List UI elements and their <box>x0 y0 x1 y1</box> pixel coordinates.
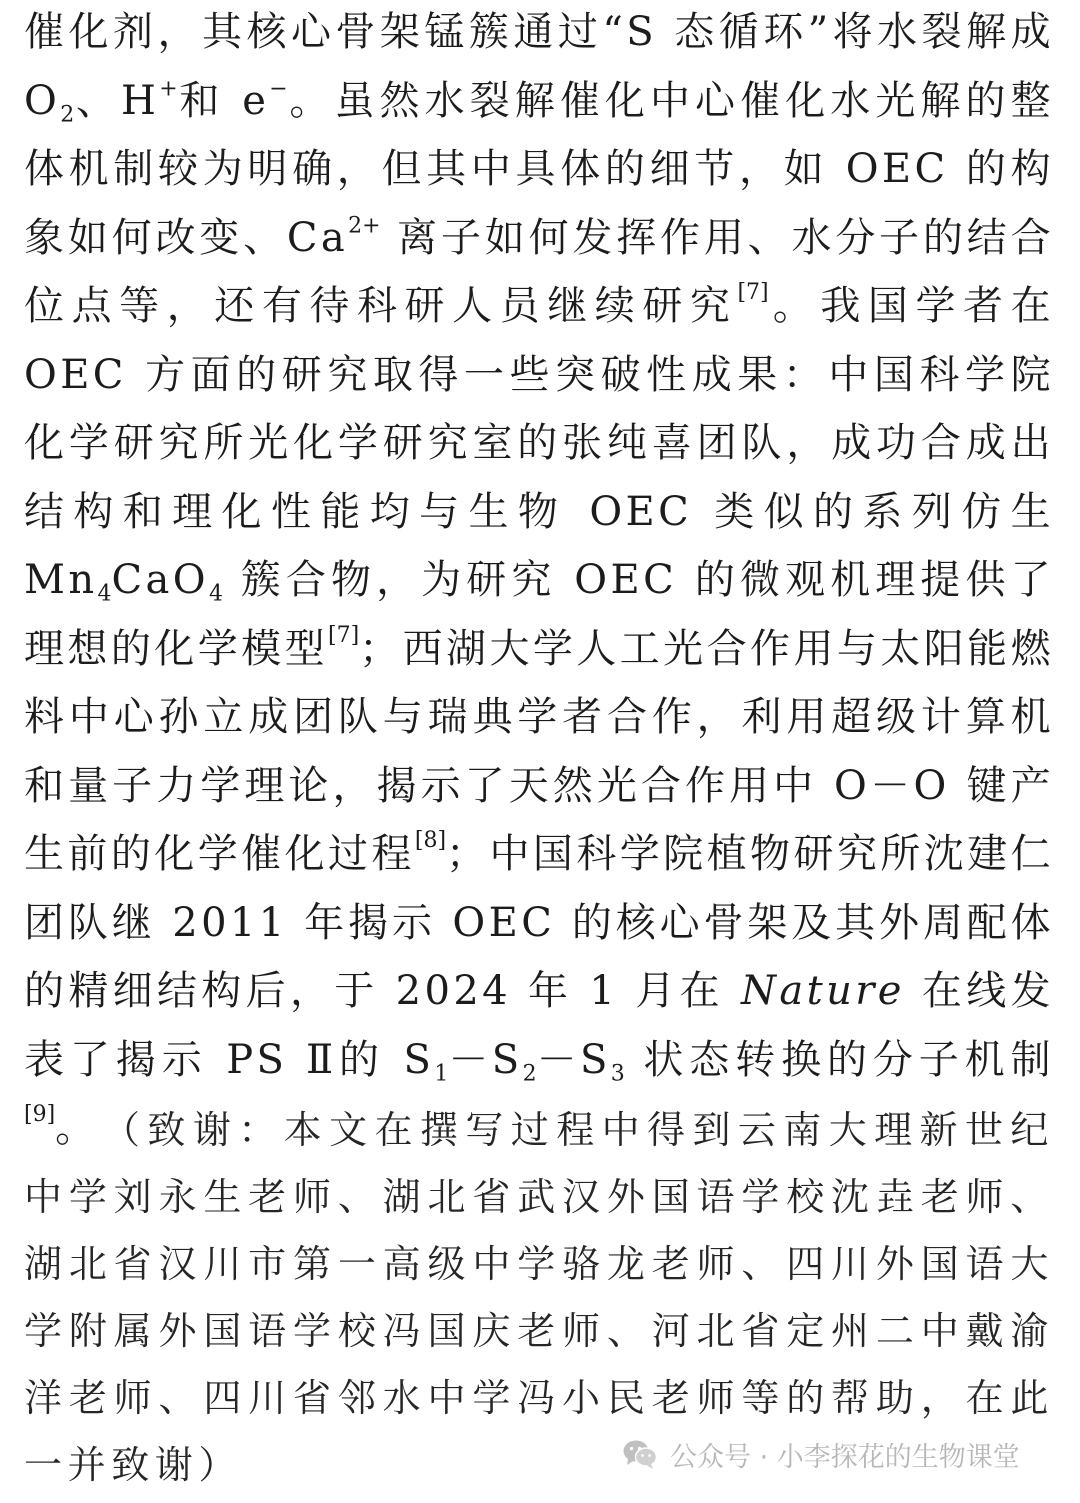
text-run: 离子如何发挥作用、水分子的结合位点等，还有待科研人员继续研究 <box>24 214 1054 329</box>
subscript: 1 <box>434 1061 449 1087</box>
text-run: 。 <box>55 1105 99 1151</box>
wechat-icon <box>622 1438 658 1470</box>
superscript: − <box>269 75 288 101</box>
text-run: 。我国学者在 OEC 方面的研究取得一些突破性成果：中国科学院化学研究所光化学研究室的张纯喜团队，成功合成出结构和理化性能均与生物 OEC 类似的系列仿生 Mn <box>24 283 1055 603</box>
text-run: 状态转换的分子机制 <box>624 1036 1054 1083</box>
citation-ref: [9] <box>24 1102 56 1128</box>
text-run: 在线发表了揭示 PS Ⅱ的 S <box>24 968 1054 1083</box>
text-run: CaO <box>111 557 209 603</box>
body-paragraph <box>24 0 1054 1163</box>
watermark-text: 公众号 · 小李探花的生物课堂 <box>670 1441 1020 1473</box>
text-run: 。虽然水裂解催化中心催化水光解的整体机制较为明确，但其中具体的细节，如 OEC 的构象如何改变、Ca <box>24 77 1054 261</box>
superscript: + <box>159 75 178 101</box>
text-run: ；西湖大学人工光合作用与太阳能燃料中心孙立成团队与瑞典学者合作，利用超级计算机和量子力学理论，揭示了天然光合作用中 O－O 键产生前的化学催化过程 <box>24 625 1054 877</box>
subscript: 2 <box>60 102 75 128</box>
text-run: 和 e <box>177 77 270 124</box>
subscript: 2 <box>522 1061 537 1087</box>
text-run: ；中国科学院植物研究所沈建仁团队继 2011 年揭示 OEC 的核心骨架及其外周配体的精细结构后，于 2024 年 1 月在 <box>24 831 1054 1014</box>
acknowledgement-paragraph: （致谢：本文在撰写过程中得到云南大理新世纪中学刘永生老师、湖北省武汉外国语学校沈垚老师、湖北省汉川市第一高级中学骆龙老师、四川外国语大学附属外国语学校冯国庆老师、河北省定州二中戴渝洋老师、四川省邻水中学冯小民老师等的帮助，在此一并致谢） <box>24 1108 1054 1487</box>
citation-ref: [8] <box>414 828 447 854</box>
subscript: 4 <box>208 581 223 607</box>
watermark <box>622 1430 1020 1478</box>
text-run: 簇合物，为研究 OEC 的微观机理提供了理想的化学模型 <box>24 557 1054 672</box>
superscript: 2+ <box>348 212 381 238</box>
text-run: －S <box>448 1036 523 1083</box>
text-run: 、H <box>74 77 160 124</box>
subscript: 3 <box>610 1061 625 1087</box>
citation-ref: [7] <box>737 280 769 306</box>
text-run: 催化剂，其核心骨架锰簇通过“S 态循环”将水裂解成 O <box>24 9 1054 124</box>
citation-ref: [7] <box>328 622 360 648</box>
subscript: 4 <box>97 581 112 607</box>
journal-name: Nature <box>741 968 905 1014</box>
text-run: －S <box>536 1036 611 1083</box>
